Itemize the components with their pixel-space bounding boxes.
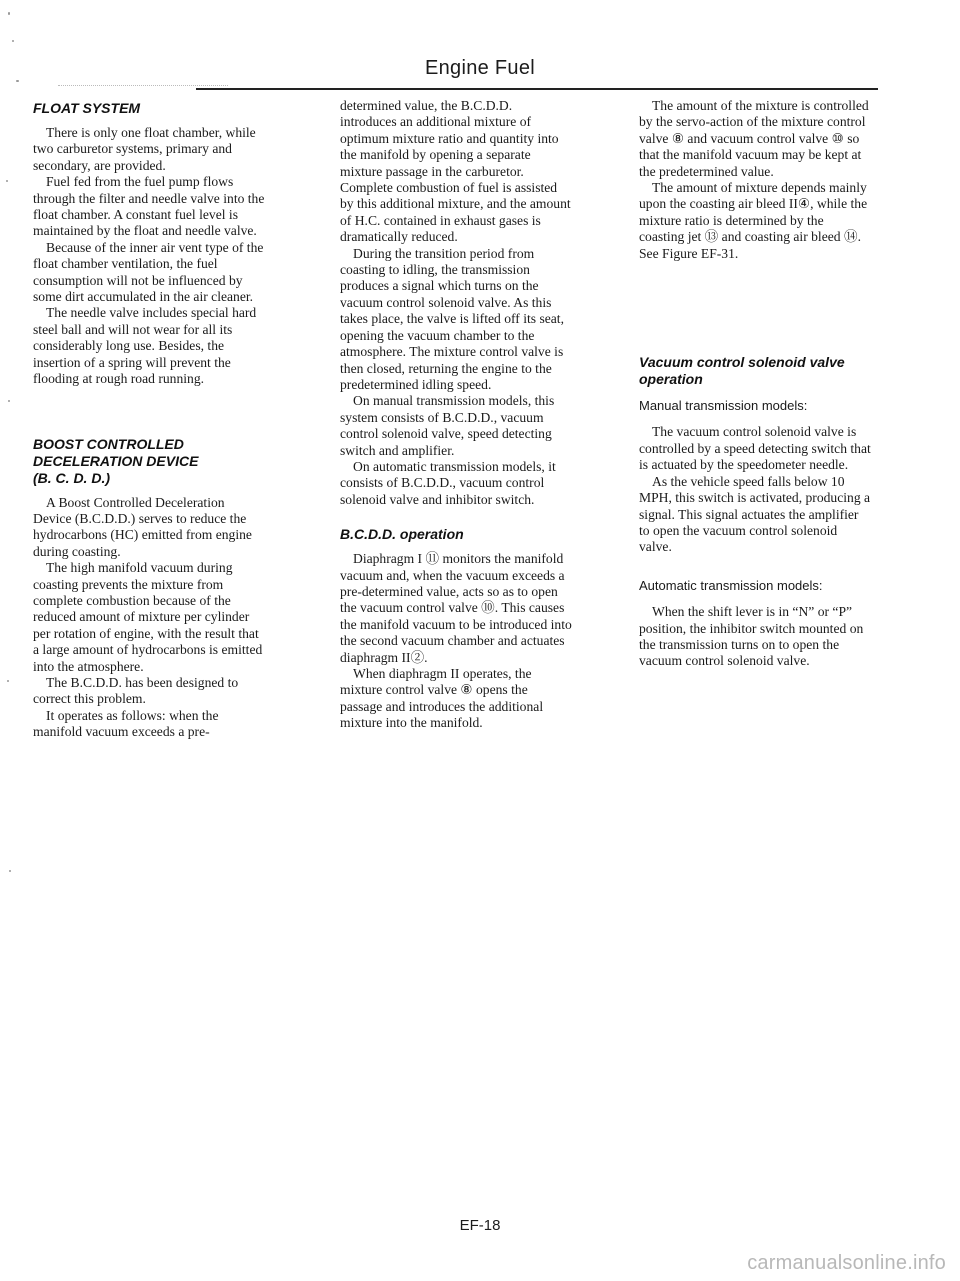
manual-paragraph: The vacuum control solenoid valve is controlled by a speed detecting switch that is actuated by the speedometer needle. — [639, 424, 871, 473]
column-left — [33, 98, 265, 741]
manual-transmission-subheading: Manual transmission models: — [639, 398, 808, 414]
mixture-paragraph: The amount of mixture depends mainly upon the coasting air bleed II④, while the mixture ratio is determined by the coasting jet ⑬ and coasting air bleed ⑭. See Figure EF-31. — [639, 180, 868, 261]
float-paragraph: The needle valve includes special hard steel ball and will not wear for all its considerably long use. Besides, the insertion of a spring will prevent the flooding at rough road running. — [33, 305, 257, 387]
bcdd-paragraph: A Boost Controlled Deceleration Device (B.C.D.D.) serves to reduce the hydrocarbons (HC) emitted from engine during coasting. — [33, 494, 252, 559]
header-faint-rule — [58, 85, 228, 86]
bcdd-paragraph: The B.C.D.D. has been designed to correct this problem. — [33, 674, 239, 707]
vacuum-solenoid-heading: Vacuum control solenoid valve operation — [639, 354, 845, 388]
scan-speck — [8, 400, 10, 402]
scan-speck — [8, 12, 10, 15]
bcdd-paragraph: During the transition period from coasting to idling, the transmission produces a signal which turns on the vacuum control solenoid valve. As this takes place, the valve is lifted off its seat, opening the vacuum chamber to the atmosphere. The mixture control valve is then closed, returning the engine to the predetermined idling speed. — [340, 245, 564, 392]
scan-speck — [7, 680, 9, 682]
page-number: EF-18 — [459, 1217, 501, 1234]
bcdd-paragraph: On automatic transmission models, it consists of B.C.D.D., vacuum control solenoid valve and inhibitor switch. — [340, 458, 556, 507]
bcdd-heading-line: DECELERATION DEVICE — [33, 452, 199, 469]
float-system-heading: FLOAT SYSTEM — [33, 100, 141, 116]
float-paragraph: Because of the inner air vent type of the float chamber ventilation, the fuel consumption will not be influenced by some dirt accumulated in the air cleaner. — [33, 239, 264, 305]
bcdd-heading-line: BOOST CONTROLLED — [33, 435, 184, 452]
bcdd-paragraph: determined value, the B.C.D.D. introduces an additional mixture of optimum mixture ratio and quantity into the manifold by opening a separate mixture passage in the carburetor. Complete combustion of fuel is assisted by this additional mixture, and the amount of H.C. contained in exhaust gases is dramatically reduced. — [340, 98, 571, 245]
float-paragraph: Fuel fed from the fuel pump flows through the filter and needle valve into the float chamber. A constant fuel level is maintained by the float and needle valve. — [33, 174, 265, 239]
mixture-paragraph: The amount of the mixture is controlled by the servo-action of the mixture control valve ⑧ and vacuum control valve ⑩ so that the manifold vacuum may be kept at the predetermined value. — [639, 98, 869, 179]
scan-speck — [16, 80, 19, 82]
float-paragraph: There is only one float chamber, while two carburetor systems, primary and secondary, are provided. — [33, 125, 256, 173]
bcdd-heading-line: (B. C. D. D.) — [33, 469, 110, 486]
site-watermark: carmanualsonline.info — [747, 1252, 946, 1274]
scan-speck — [9, 870, 11, 872]
automatic-transmission-subheading: Automatic transmission models: — [639, 577, 823, 593]
bcdd-paragraph: It operates as follows: when the manifold vacuum exceeds a pre- — [33, 707, 219, 740]
bcdd-operation-heading: B.C.D.D. operation — [340, 526, 464, 543]
automatic-paragraph: When the shift lever is in “N” or “P” position, the inhibitor switch mounted on the transmission turns on to open the vacuum control solenoid valve. — [639, 604, 864, 669]
bcdd-section-heading — [33, 436, 265, 487]
bcdd-operation-paragraph: When diaphragm II operates, the mixture control valve ⑧ opens the passage and introduces the additional mixture into the manifold. — [340, 666, 544, 731]
header-rule — [196, 88, 878, 90]
scan-speck — [6, 180, 8, 182]
scan-speck — [12, 40, 14, 42]
manual-paragraph: As the vehicle speed falls below 10 MPH, this switch is activated, producing a signal. This signal actuates the amplifier to open the vacuum control solenoid valve. — [639, 473, 871, 555]
page-header-title: Engine Fuel — [424, 57, 536, 79]
bcdd-paragraph: The high manifold vacuum during coasting prevents the mixture from complete combustion because of the reduced amount of mixture per cylinder per rotation of engine, with the result that a large amount of hydrocarbons is emitted into the atmosphere. — [33, 560, 263, 674]
bcdd-operation-paragraph: Diaphragm I ⑪ monitors the manifold vacuum and, when the vacuum exceeds a pre-determined value, acts so as to open the vacuum control valve ⑩. This causes the manifold vacuum to be introduced into the second vacuum chamber and actuates diaphragm II②. — [340, 551, 572, 665]
column-middle — [340, 98, 572, 732]
bcdd-paragraph: On manual transmission models, this system consists of B.C.D.D., vacuum control solenoid valve, speed detecting switch and amplifier. — [340, 393, 555, 458]
column-right — [639, 98, 871, 670]
